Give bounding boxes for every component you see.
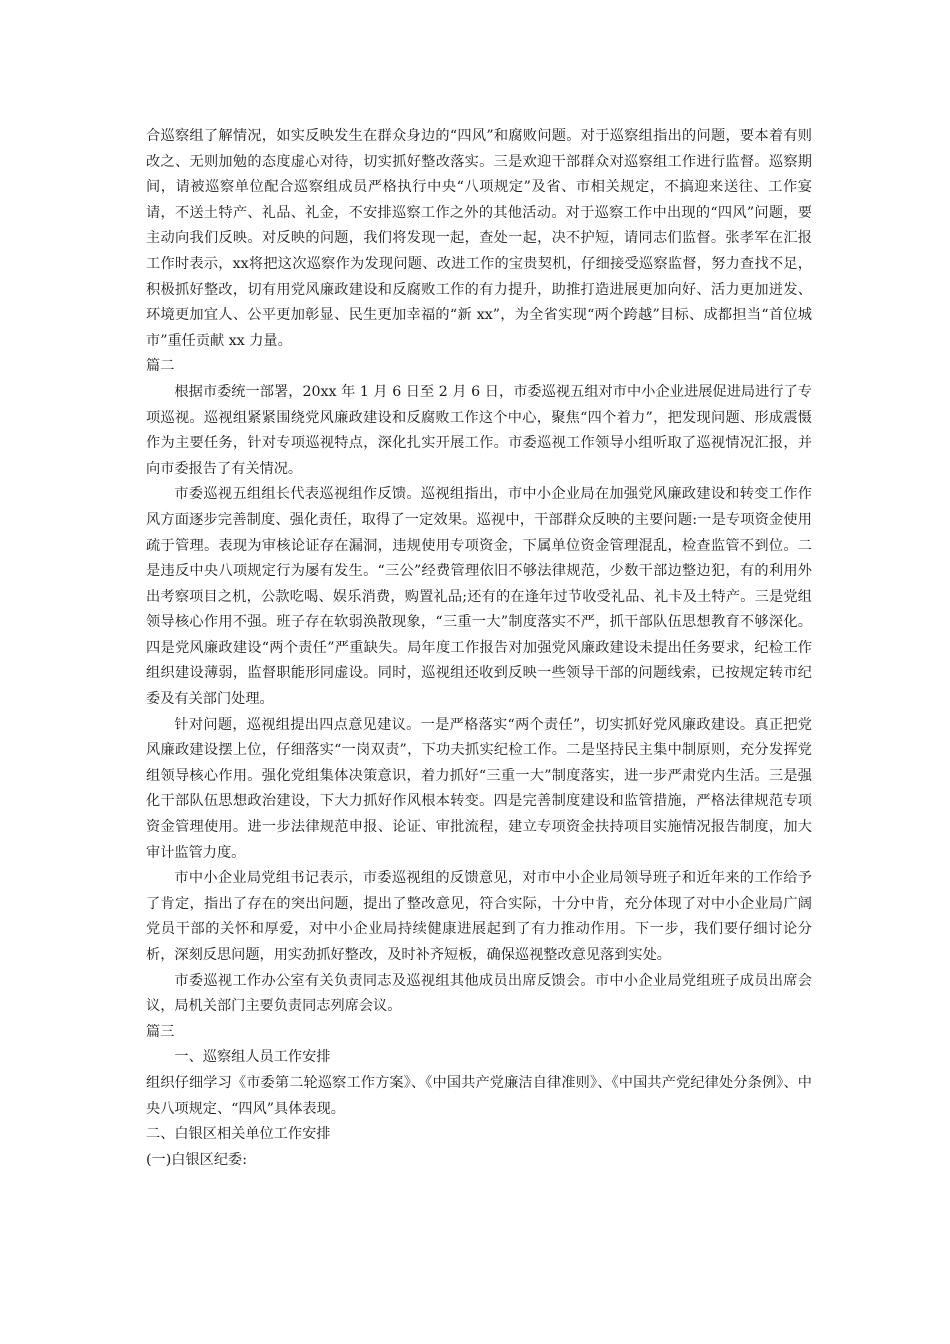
section-heading-3: 篇三 <box>146 1023 175 1040</box>
section-heading-2: 篇二 <box>146 358 175 375</box>
list-item-heading-1: 一、巡察组人员工作安排 <box>174 1049 331 1066</box>
paragraph-2-1: 根据市委统一部署，20xx 年 1 月 6 日至 2 月 6 日，市委巡视五组对市中小企业进展促进局进行了专项巡视。巡视组紧紧围绕党风廉政建设和反腐败工作这个中心，聚焦“四个着力”，把发现问题、形成震慑作为主要任务，针对专项巡视特点，深化扎实开展工作。市委巡视工作领导小组听取了巡视情况汇报，并向市委报告了有关情况。 <box>146 383 812 477</box>
paragraph-2-5: 市委巡视工作办公室有关负责同志及巡视组其他成员出席反馈会。市中小企业局党组班子成员出席会议，局机关部门主要负责同志列席会议。 <box>146 972 812 1015</box>
paragraph-2-3: 针对问题，巡视组提出四点意见建议。一是严格落实“两个责任”，切实抓好党风廉政建设。真正把党风廉政建设摆上位，仔细落实“一岗双责”，下功夫抓实纪检工作。二是坚持民主集中制原则，充分发挥党组领导核心作用。强化党组集体决策意识，着力抓好“三重一大”制度落实，进一步严肃党内生活。三是强化干部队伍思想政治建设，下大力抓好作风根本转变。四是完善制度建设和监管措施，严格法律规范专项资金管理使用。进一步法律规范申报、论证、审批流程，建立专项资金扶持项目实施情况报告制度，加大审计监管力度。 <box>146 716 812 861</box>
paragraph-3-1: 组织仔细学习《市委第二轮巡察工作方案》、《中国共产党廉洁自律准则》、《中国共产党纪律处分条例》、中央八项规定、“四风”具体表现。 <box>146 1074 812 1117</box>
list-item-heading-2: 二、白银区相关单位工作安排 <box>146 1126 331 1143</box>
document-page <box>146 124 812 1173</box>
paragraph-2-4: 市中小企业局党组书记表示，市委巡视组的反馈意见，对市中小企业局领导班子和近年来的工作给予了肯定，指出了存在的突出问题，提出了整改意见，符合实际，十分中肯，充分体现了对中小企业局广阔党员干部的关怀和厚爱，对中小企业局持续健康进展起到了有力推动作用。下一步，我们要仔细讨论分析，深刻反思问题，用实劲抓好整改，及时补齐短板，确保巡视整改意见落到实处。 <box>146 870 812 963</box>
list-item-heading-3: (一)白银区纪委: <box>146 1151 247 1168</box>
paragraph-2-2: 市委巡视五组组长代表巡视组作反馈。巡视组指出，市中小企业局在加强党风廉政建设和转变工作作风方面逐步完善制度、强化责任，取得了一定效果。巡视中，干部群众反映的主要问题:一是专项资金使用疏于管理。表现为审核论证存在漏洞，违规使用专项资金，下属单位资金管理混乱，检查监管不到位。二是违反中央八项规定行为屡有发生。“三公”经费管理依旧不够法律规范，少数干部边整边犯，有的利用外出考察项目之机，公款吃喝、娱乐消费，购置礼品;还有的在逢年过节收受礼品、礼卡及土特产。三是党组领导核心作用不强。班子存在软弱涣散现象，“三重一大”制度落实不严，抓干部队伍思想教育不够深化。四是党风廉政建设“两个责任”严重缺失。局年度工作报告对加强党风廉政建设未提出任务要求，纪检工作组织建设薄弱，监督职能形同虚设。同时，巡视组还收到反映一些领导干部的问题线索，已按规定转市纪委及有关部门处理。 <box>146 486 812 708</box>
paragraph-1: 合巡察组了解情况，如实反映发生在群众身边的“四风”和腐败问题。对于巡察组指出的问题，要本着有则改之、无则加勉的态度虚心对待，切实抓好整改落实。三是欢迎干部群众对巡察组工作进行监督。巡察期间，请被巡察单位配合巡察组成员严格执行中央“八项规定”及省、市相关规定，不搞迎来送往、工作宴请，不送土特产、礼品、礼金，不安排巡察工作之外的其他活动。对于巡察工作中出现的“四风”问题，要主动向我们反映。对反映的问题，我们将发现一起，查处一起，决不护短，请同志们监督。张孝军在汇报工作时表示，xx将把这次巡察作为发现问题、改进工作的宝贵契机，仔细接受巡察监督，努力查找不足，积极抓好整改，切有用党风廉政建设和反腐败工作的有力提升，助推打造进展更加向好、活力更加迸发、环境更加宜人、公平更加彰显、民生更加幸福的“新 xx”，为全省实现“两个跨越”目标、成都担当“首位城市”重任贡献 xx 力量。 <box>146 128 812 349</box>
